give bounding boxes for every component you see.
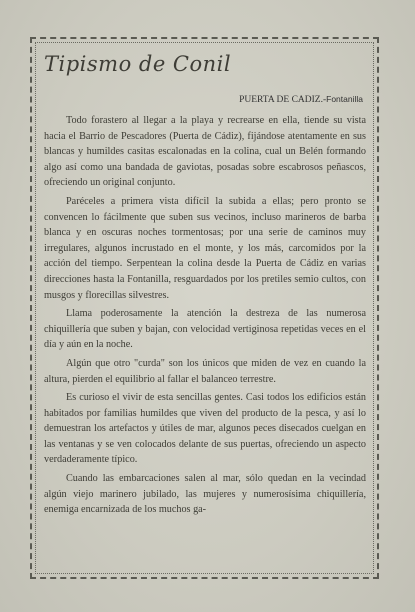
page-title: Tipismo de Conil: [44, 52, 232, 76]
location-subtitle: PUERTA DE CADIZ.-Fontanilla: [239, 94, 363, 105]
paragraph: Todo forastero al llegar a la playa y recrearse en ella, tiende su vista hacia el Barrio de Pescadores (Puerta de Cádiz), fijándose atentamente en sus blancas y humildes casitas escalonadas en la colina, cual un Belén formando algo así como una bandada de gaviotas, posadas sobre escabrosos peñascos, ofreciendo un original conjunto.: [44, 115, 366, 189]
paragraph: Cuando las embarcaciones salen al mar, sólo quedan en la vecindad algún viejo marinero jubilado, las mujeres y numerosísima chiquillería, enemiga encarnizada de los muchos ga-: [44, 473, 366, 516]
article-body: [44, 113, 366, 568]
paragraph: Es curioso el vivir de esta sencillas gentes. Casi todos los edificios están habitados por familias humildes que viven del producto de la pesca, y así lo demuestran los artefactos y útiles de mar, algunos peces disecados cuelgan en las ventanas y se ven colocados delante de sus puertas, ofreciendo un aspecto verdaderamente típico.: [44, 392, 366, 466]
paragraph: Algún que otro "curda" son los únicos que miden de vez en cuando la altura, pierden el equilibrio al fallar el balanceo terrestre.: [44, 357, 366, 385]
paragraph: Llama poderosamente la atención la destreza de las numerosa chiquillería que suben y bajan, con velocidad vertiginosa repetidas veces en el día y aún en la noche.: [44, 308, 366, 351]
location-area: Fontanilla: [326, 94, 363, 104]
location-place: PUERTA DE CADIZ: [239, 95, 321, 105]
paragraph: Paréceles a primera vista difícil la subida a ellas; pero pronto se convencen lo fácilmente que suben sus vecinos, incluso marineros de barba blanca y en oscuras noches tormentosas; por una serie de caminos muy irregulares, algunos incrustado en el monte, y los más, carcomidos por la acción del tiempo. Serpentean la colina desde la Puerta de Cádiz en varias direcciones hasta la Fontanilla, resguardados por los pretiles semio cultos, con musgos y florecillas silvestres.: [44, 195, 366, 301]
